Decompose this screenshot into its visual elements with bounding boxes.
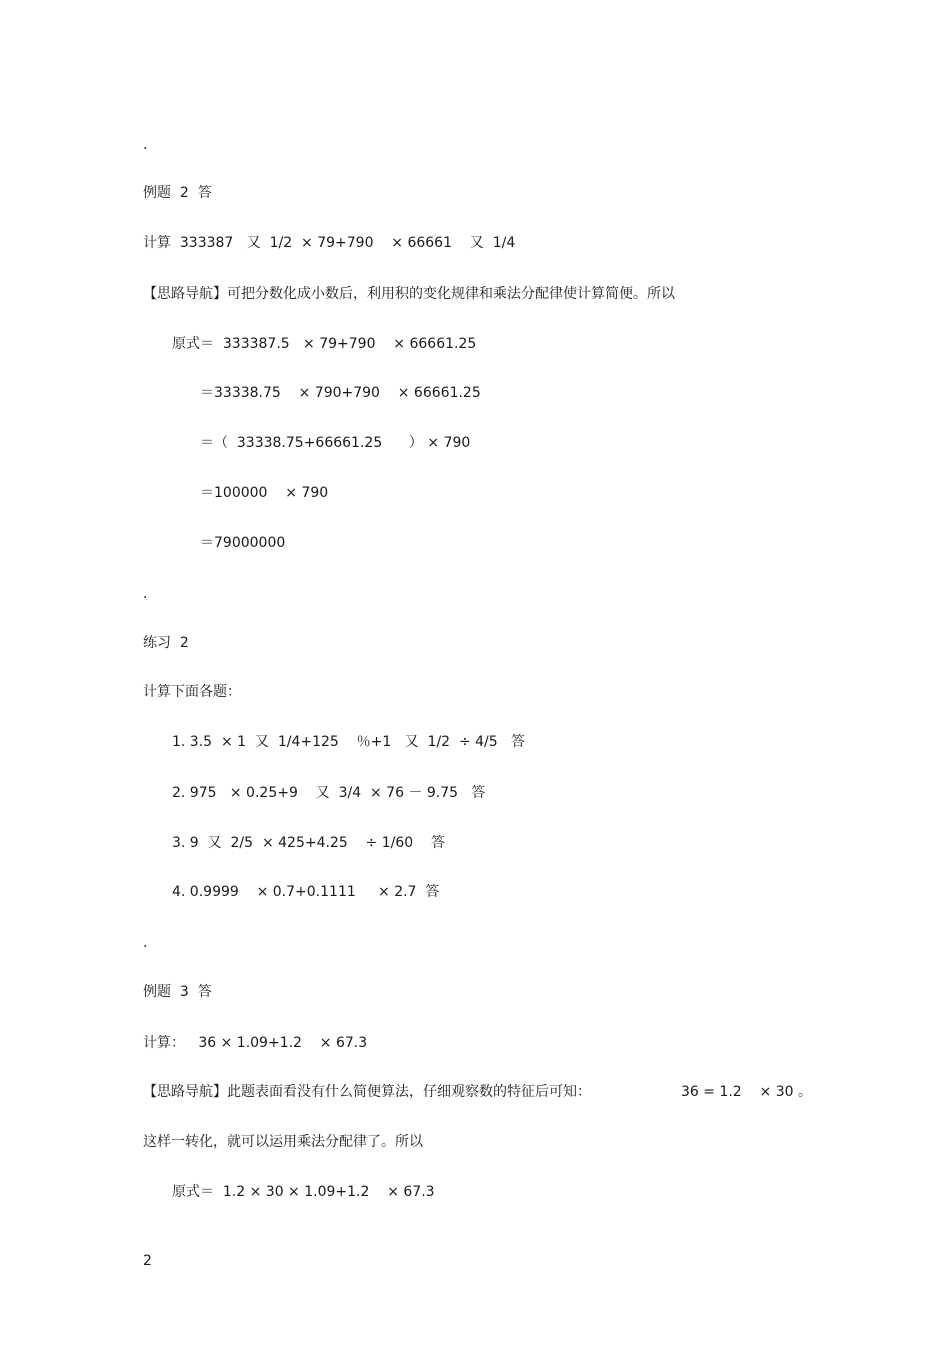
separator-dot: . [143,935,148,951]
example-3-problem: 计算： 36 × 1.09+1.2 × 67.3 [143,1035,368,1051]
page-number: 2 [143,1253,152,1269]
example-3-hint-continued: 这样一转化，就可以运用乘法分配律了。所以 [143,1134,423,1150]
example-2-title: 例题 2 答 [143,185,212,201]
separator-dot: . [143,137,148,153]
example-2-step-1: 原式＝ 333387.5 × 79+790 × 66661.25 [172,336,477,352]
practice-2-question-4: 4. 0.9999 × 0.7+0.1111 × 2.7 答 [172,884,440,900]
example-2-step-4: ＝100000 × 790 [200,485,329,501]
practice-2-question-3: 3. 9 又 2/5 × 425+4.25 ÷ 1/60 答 [172,835,445,851]
practice-2-question-1: 1. 3.5 × 1 又 1/4+125 ％+1 又 1/2 ÷ 4/5 答 [172,734,526,750]
example-3-title: 例题 3 答 [143,984,212,1000]
practice-2-question-2: 2. 975 × 0.25+9 又 3/4 × 76 － 9.75 答 [172,785,486,801]
example-2-hint: 【思路导航】可把分数化成小数后，利用积的变化规律和乘法分配律使计算简便。所以 [143,286,675,302]
practice-2-title: 练习 2 [143,635,189,651]
practice-2-intro: 计算下面各题： [143,684,241,700]
example-2-step-2: ＝33338.75 × 790+790 × 66661.25 [200,385,481,401]
example-2-step-5: ＝79000000 [200,535,286,551]
example-2-problem: 计算 333387 又 1/2 × 79+790 × 66661 又 1/4 [143,235,516,251]
example-3-step-1: 原式＝ 1.2 × 30 × 1.09+1.2 × 67.3 [172,1184,435,1200]
separator-dot: . [143,586,148,602]
example-3-hint-equation: 36 = 1.2 × 30 。 [681,1084,812,1100]
example-3-hint: 【思路导航】此题表面看没有什么简便算法，仔细观察数的特征后可知： [143,1084,591,1100]
example-2-step-3: ＝（ 33338.75+66661.25 ） × 790 [200,435,471,451]
